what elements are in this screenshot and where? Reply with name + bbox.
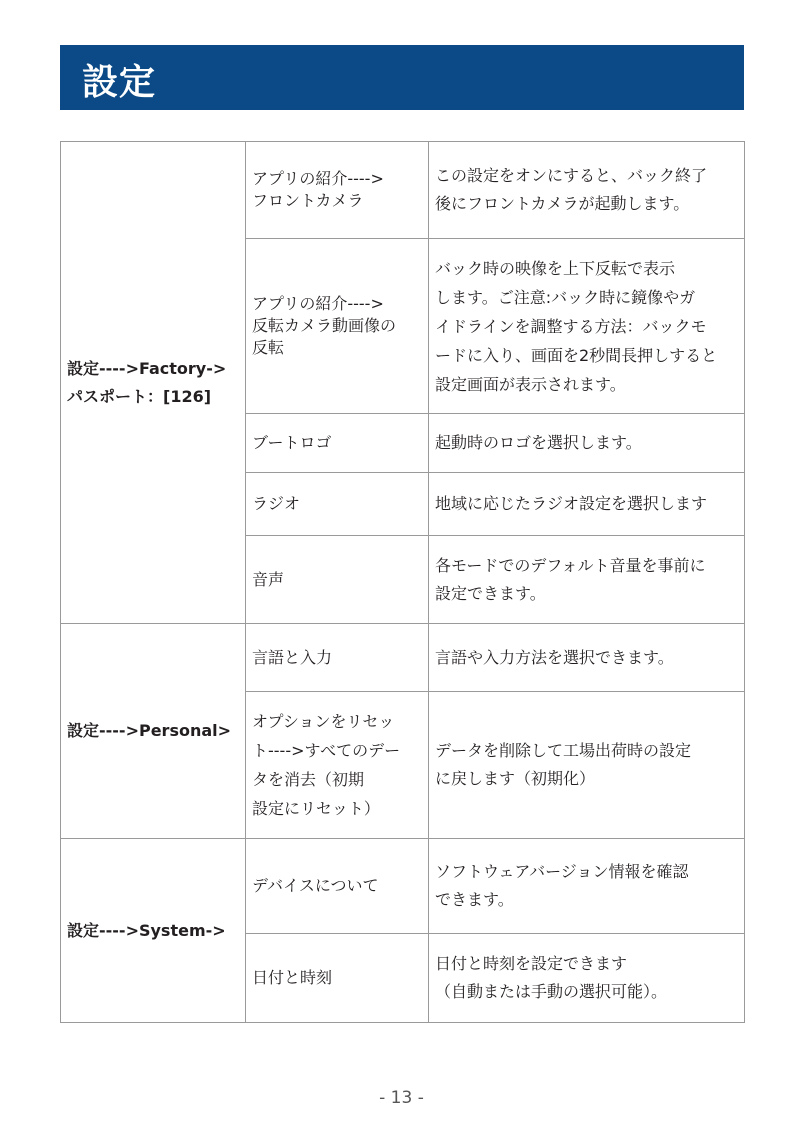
category-cell-personal <box>61 624 246 839</box>
table-row <box>61 624 745 692</box>
setting-item-label: 日付と時刻 <box>252 968 333 987</box>
section-header-bar <box>60 45 744 110</box>
setting-item-cell <box>246 536 429 624</box>
page-title: 設定 <box>82 62 157 103</box>
setting-description: 言語や入力方法を選択できます。 <box>435 647 674 667</box>
setting-item-cell <box>246 692 429 839</box>
setting-description: バック時の映像を上下反転で表示 します。ご注意:バック時に鏡像やガ イドラインを調整する方法：バックモ ードに入り、画面を2秒間長押しすると 設定画面が表示されます。 <box>435 258 718 394</box>
setting-item-label: 言語と入力 <box>252 647 333 667</box>
setting-item-label: ブートロゴ <box>252 433 332 452</box>
setting-desc-cell <box>429 473 745 536</box>
setting-description: ソフトウェアバージョン情報を確認 できます。 <box>435 862 689 909</box>
setting-item-label: デバイスについて <box>252 876 379 895</box>
setting-desc-cell <box>429 624 745 692</box>
table-row <box>61 839 745 934</box>
setting-item-label: オプションをリセッ ト---->すべてのデー タを消去（初期 設定にリセット） <box>252 712 401 818</box>
category-label: 設定---->Personal> <box>67 721 232 740</box>
category-cell-system <box>61 839 246 1023</box>
setting-desc-cell <box>429 239 745 414</box>
setting-desc-cell <box>429 692 745 839</box>
setting-item-label: アプリの紹介----> 反転カメラ動画像の 反転 <box>252 294 397 357</box>
setting-description: この設定をオンにすると、バック終了 後にフロントカメラが起動します。 <box>435 166 708 213</box>
category-label: 設定---->System-> <box>67 920 226 940</box>
setting-description: 日付と時刻を設定できます （自動または手動の選択可能）。 <box>435 954 668 1001</box>
setting-item-cell <box>246 934 429 1023</box>
setting-item-cell <box>246 142 429 239</box>
setting-item-label: アプリの紹介----> フロントカメラ <box>252 169 384 210</box>
setting-desc-cell <box>429 839 745 934</box>
setting-item-cell <box>246 839 429 934</box>
setting-description: 起動時のロゴを選択します。 <box>435 433 642 452</box>
category-cell-factory <box>61 142 246 624</box>
settings-table <box>60 141 745 1023</box>
setting-item-cell <box>246 473 429 536</box>
setting-description: 地域に応じたラジオ設定を選択します <box>435 494 708 513</box>
setting-item-cell <box>246 624 429 692</box>
setting-description: データを削除して工場出荷時の設定 に戻します（初期化） <box>435 741 692 788</box>
setting-desc-cell <box>429 934 745 1023</box>
setting-item-label: ラジオ <box>252 494 301 513</box>
setting-desc-cell <box>429 142 745 239</box>
page-number: - 13 - <box>379 1088 424 1108</box>
setting-item-cell <box>246 239 429 414</box>
setting-desc-cell <box>429 414 745 473</box>
setting-desc-cell <box>429 536 745 624</box>
setting-item-cell <box>246 414 429 473</box>
category-label: 設定---->Factory-> パスポート：[126] <box>67 358 227 406</box>
setting-item-label: 音声 <box>252 569 285 589</box>
table-row <box>61 142 745 239</box>
setting-description: 各モードでのデフォルト音量を事前に 設定できます。 <box>435 555 706 603</box>
